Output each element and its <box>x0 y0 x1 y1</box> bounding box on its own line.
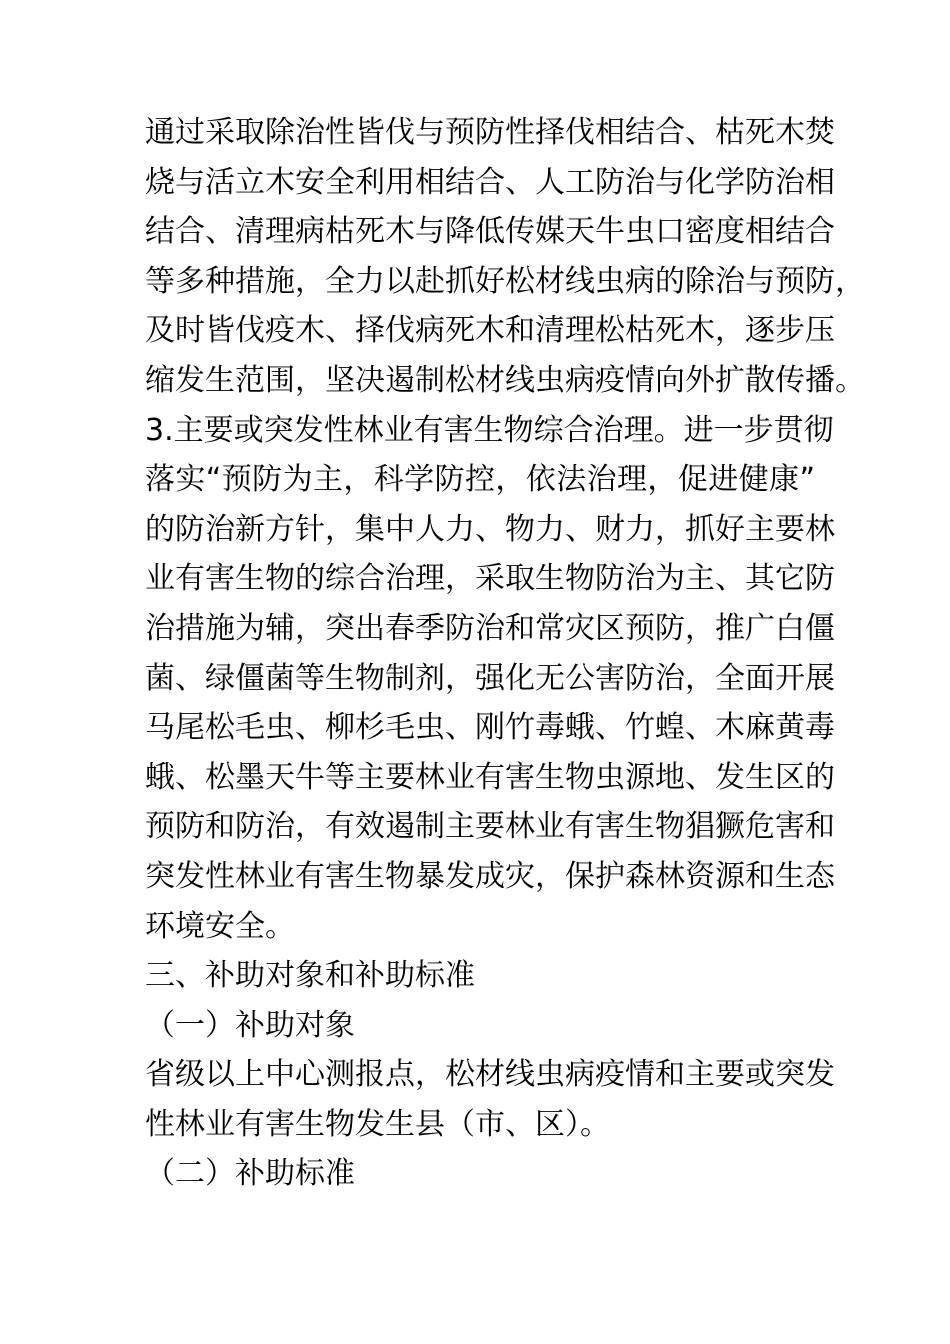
body-text-line: 结合、清理病枯死木与降低传媒天牛虫口密度相结合 <box>145 214 835 250</box>
body-text-line: 预防和防治，有效遏制主要林业有害生物猖獗危害和 <box>145 809 835 845</box>
body-text-line: 缩发生范围，坚决遏制松材线虫病疫情向外扩散传播。 <box>145 362 865 398</box>
body-text-line: 突发性林业有害生物暴发成灾，保护森林资源和生态 <box>145 858 835 894</box>
subsection-heading: （一）补助对象 <box>145 1007 355 1043</box>
body-text-line: 省级以上中心测报点，松材线虫病疫情和主要或突发 <box>145 1057 835 1093</box>
body-text-line: 及时皆伐疫木、择伐病死木和清理松枯死木，逐步压 <box>145 313 835 349</box>
body-text-line: 落实“预防为主，科学防控，依法治理，促进健康” <box>145 462 815 498</box>
body-text-line: 马尾松毛虫、柳杉毛虫、刚竹毒蛾、竹蝗、木麻黄毒 <box>145 710 835 746</box>
item-3-heading-line: 3.主要或突发性林业有害生物综合治理。进一步贯彻 <box>145 412 834 448</box>
subsection-heading: （二）补助标准 <box>145 1156 355 1192</box>
body-text-line: 烧与活立木安全利用相结合、人工防治与化学防治相 <box>145 164 835 200</box>
section-heading: 三、补助对象和补助标准 <box>145 958 475 994</box>
body-text-line: 环境安全。 <box>145 908 295 944</box>
body-text-line: 蛾、松墨天牛等主要林业有害生物虫源地、发生区的 <box>145 759 835 795</box>
body-text-line: 业有害生物的综合治理，采取生物防治为主、其它防 <box>145 561 835 597</box>
document-body <box>145 108 865 1199</box>
body-text-line: 通过采取除治性皆伐与预防性择伐相结合、枯死木焚 <box>145 115 835 150</box>
body-text-line: 等多种措施，全力以赴抓好松材线虫病的除治与预防， <box>145 263 865 299</box>
body-text-line: 的防治新方针，集中人力、物力、财力，抓好主要林 <box>145 511 835 547</box>
body-text-line: 菌、绿僵菌等生物制剂，强化无公害防治，全面开展 <box>145 660 835 696</box>
body-text-line: 性林业有害生物发生县（市、区）。 <box>145 1106 610 1142</box>
body-text-line: 治措施为辅，突出春季防治和常灾区预防，推广白僵 <box>145 610 835 646</box>
